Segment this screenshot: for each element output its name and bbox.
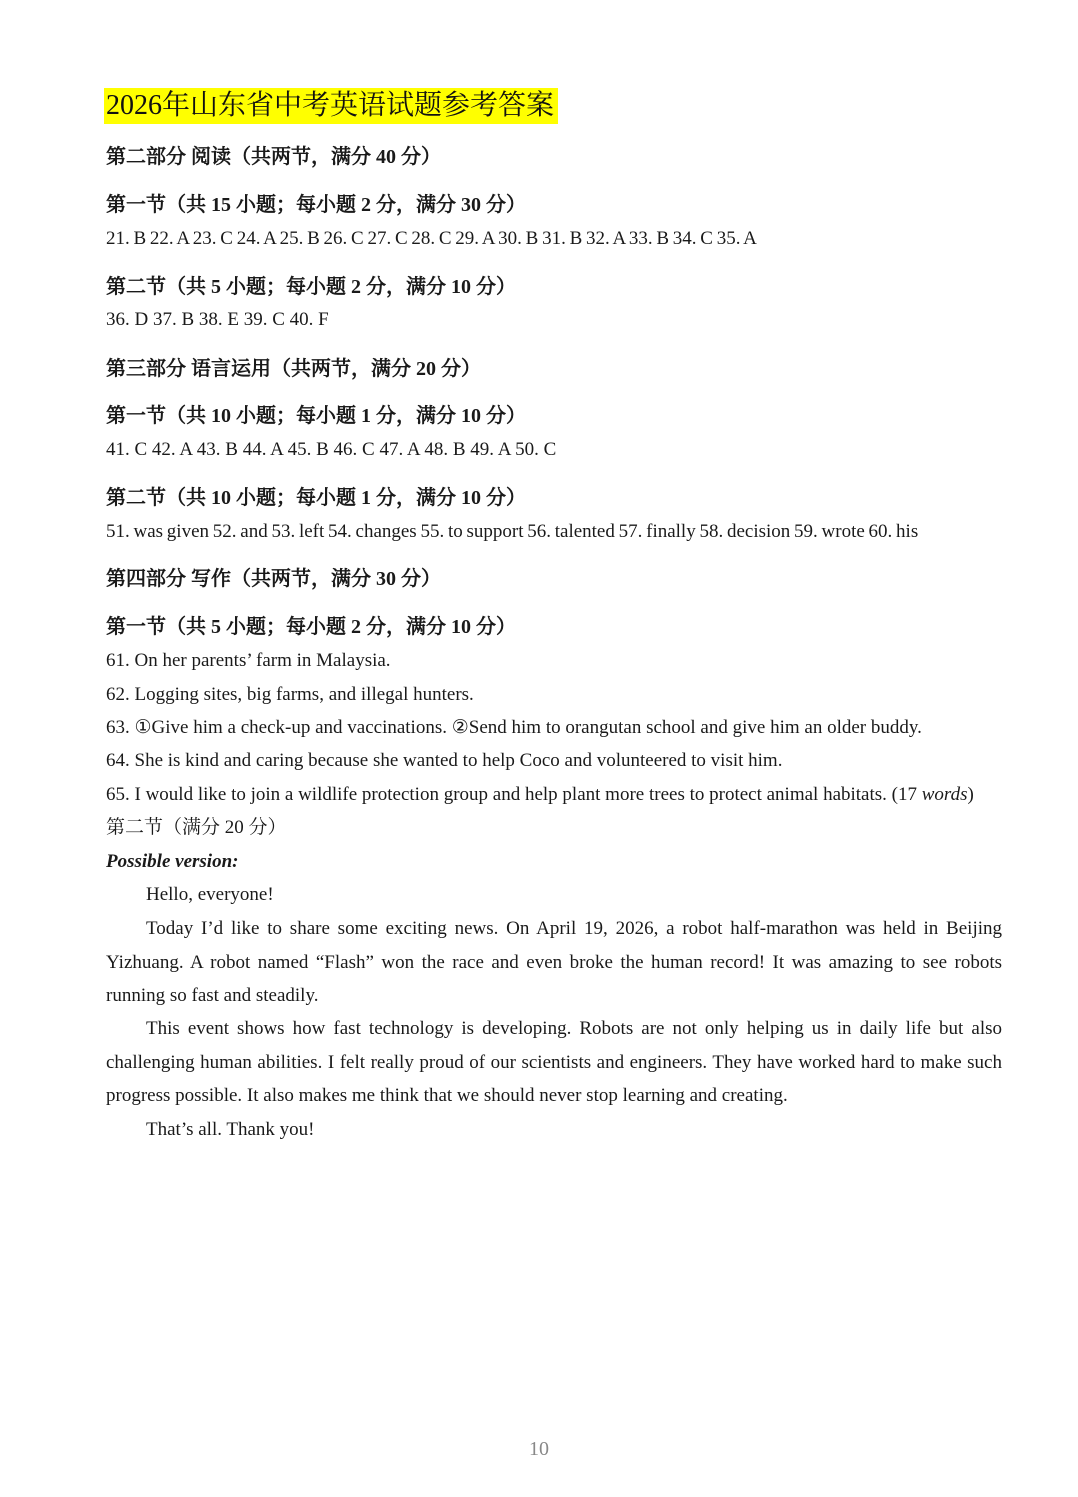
essay-paragraph-2: This event shows how fast technology is developing. Robots are not only helping us in daily life but also challenging human abilities. I felt really proud of our scientists and engineers. They have worked hard to make such progress possible. It also makes me think that we should never stop learning and creating.	[106, 1018, 1002, 1106]
part3-sec2-heading: 第二节（共 10 小题；每小题 1 分，满分 10 分）	[106, 487, 526, 509]
page-number: 10	[529, 1438, 549, 1460]
part4-sec2-heading: 第二节（满分 20 分）	[106, 817, 287, 838]
answer-63: 63. ①Give him a check-up and vaccinations. ②Send him to orangutan school and give him an older buddy.	[106, 717, 922, 738]
part2-sec2-answers: 36. D 37. B 38. E 39. C 40. F	[106, 309, 329, 330]
part4-heading: 第四部分 写作（共两节，满分 30 分）	[106, 568, 441, 590]
part2-heading: 第二部分 阅读（共两节，满分 40 分）	[106, 146, 441, 168]
answer-62: 62. Logging sites, big farms, and illegal hunters.	[106, 684, 474, 705]
part2-sec1-heading: 第一节（共 15 小题；每小题 2 分，满分 30 分）	[106, 194, 526, 216]
part3-sec1-heading: 第一节（共 10 小题；每小题 1 分，满分 10 分）	[106, 405, 526, 427]
answer-65	[106, 782, 974, 808]
answer-65-close: )	[967, 784, 974, 805]
essay-closing: That’s all. Thank you!	[146, 1119, 315, 1140]
part3-heading: 第三部分 语言运用（共两节，满分 20 分）	[106, 358, 481, 380]
answer-64: 64. She is kind and caring because she wanted to help Coco and volunteered to visit him.	[106, 750, 783, 771]
answer-65-words: words	[921, 784, 968, 805]
part3-sec2-answers: 51. was given 52. and 53. left 54. changes 55. to support 56. talented 57. finally 58. decision 59. wrote 60. his	[106, 521, 919, 542]
essay-greeting: Hello, everyone!	[146, 884, 274, 905]
title-block	[104, 88, 558, 124]
essay-paragraph-1: Today I’d like to share some exciting news. On April 19, 2026, a robot half-marathon was held in Beijing Yizhuang. A robot named “Flash” won the race and even broke the human record! It was amazing to see robots running so fast and steadily.	[106, 918, 1002, 1006]
part2-sec1-answers: 21. B 22. A 23. C 24. A 25. B 26. C 27. C 28. C 29. A 30. B 31. B 32. A 33. B 34. C 35. A	[106, 228, 757, 249]
possible-version-label: Possible version:	[106, 851, 239, 872]
part4-sec1-heading: 第一节（共 5 小题；每小题 2 分，满分 10 分）	[106, 616, 516, 638]
answer-61: 61. On her parents’ farm in Malaysia.	[106, 650, 391, 671]
answer-65-text: 65. I would like to join a wildlife protection group and help plant more trees to protect animal habitats. (17	[106, 784, 922, 805]
part2-sec2-heading: 第二节（共 5 小题；每小题 2 分，满分 10 分）	[106, 276, 516, 298]
part3-sec1-answers: 41. C 42. A 43. B 44. A 45. B 46. C 47. A 48. B 49. A 50. C	[106, 439, 557, 460]
document-title: 2026年山东省中考英语试题参考答案	[104, 88, 558, 124]
